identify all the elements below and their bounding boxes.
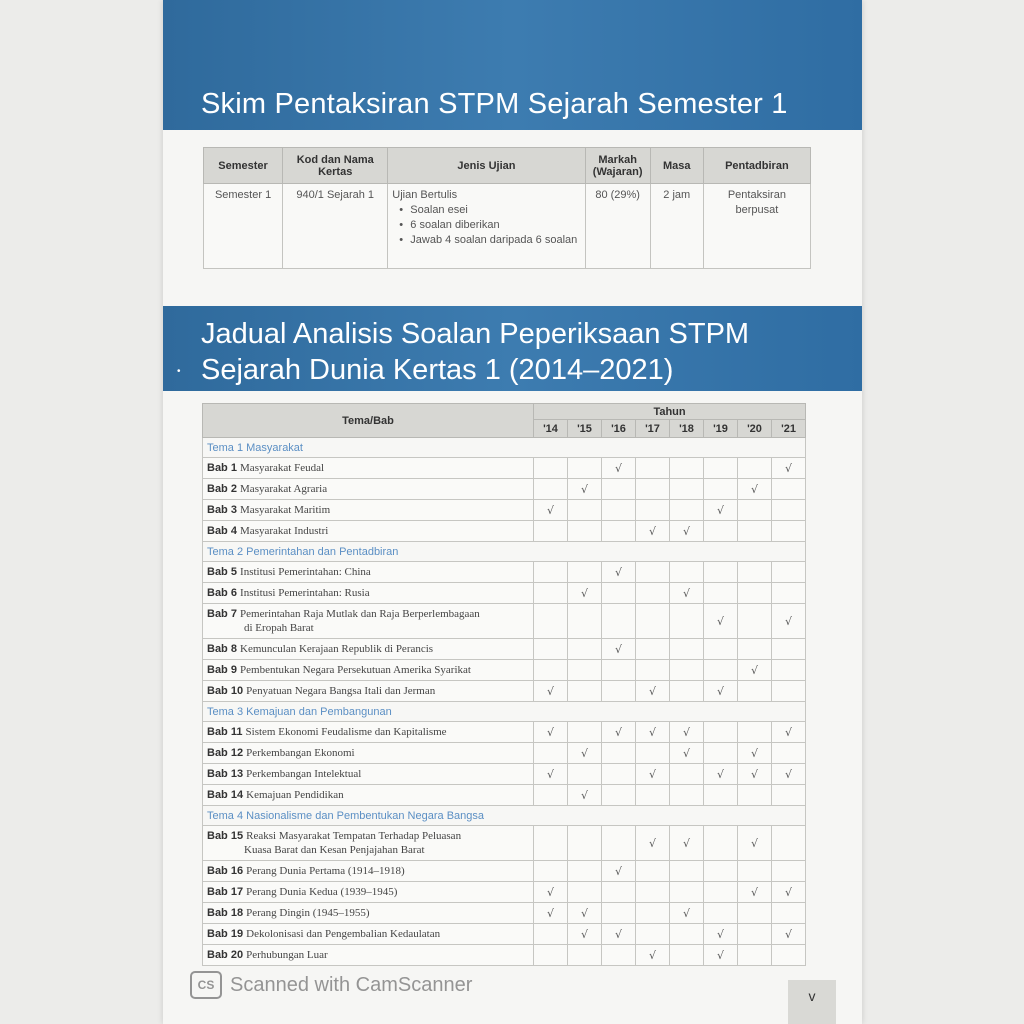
empty-year-cell: [534, 521, 568, 542]
empty-year-cell: [772, 562, 806, 583]
empty-year-cell: [670, 639, 704, 660]
year-header: '18: [670, 420, 704, 438]
bab-title: Pemerintahan Raja Mutlak dan Raja Berperlembagaan: [240, 608, 480, 620]
empty-year-cell: [772, 660, 806, 681]
tick-mark-icon: √: [670, 903, 704, 924]
bab-cell: [203, 660, 534, 681]
header-tahun: Tahun: [534, 404, 806, 420]
empty-year-cell: [636, 882, 670, 903]
tick-mark-icon: √: [772, 764, 806, 785]
empty-year-cell: [636, 660, 670, 681]
tick-mark-icon: √: [534, 722, 568, 743]
tick-mark-icon: √: [568, 903, 602, 924]
section-title-skim: Skim Pentaksiran STPM Sejarah Semester 1: [201, 88, 788, 120]
bab-cell: [203, 583, 534, 604]
bab-title: Reaksi Masyarakat Tempatan Terhadap Peluasan: [246, 830, 462, 842]
tick-mark-icon: √: [704, 945, 738, 966]
empty-year-cell: [670, 882, 704, 903]
bab-number: Bab 15: [207, 830, 244, 842]
tick-mark-icon: √: [738, 882, 772, 903]
title-line-1: Jadual Analisis Soalan Peperiksaan STPM: [201, 318, 750, 350]
year-header: '19: [704, 420, 738, 438]
tema-row: [203, 438, 806, 458]
empty-year-cell: [704, 562, 738, 583]
bab-number: Bab 7: [207, 608, 237, 620]
empty-year-cell: [670, 604, 704, 639]
empty-year-cell: [772, 861, 806, 882]
empty-year-cell: [636, 861, 670, 882]
tick-mark-icon: √: [738, 764, 772, 785]
tick-mark-icon: √: [704, 924, 738, 945]
tick-mark-icon: √: [670, 722, 704, 743]
empty-year-cell: [772, 826, 806, 861]
tick-mark-icon: √: [602, 562, 636, 583]
bab-row: [203, 945, 806, 966]
year-header: '15: [568, 420, 602, 438]
tick-mark-icon: √: [670, 743, 704, 764]
empty-year-cell: [704, 722, 738, 743]
empty-year-cell: [704, 826, 738, 861]
bab-number: Bab 10: [207, 685, 244, 697]
tick-mark-icon: √: [738, 660, 772, 681]
tick-mark-icon: √: [568, 743, 602, 764]
empty-year-cell: [772, 500, 806, 521]
empty-year-cell: [534, 639, 568, 660]
tick-mark-icon: √: [670, 826, 704, 861]
empty-year-cell: [670, 562, 704, 583]
empty-year-cell: [670, 945, 704, 966]
bab-row: [203, 562, 806, 583]
empty-year-cell: [534, 604, 568, 639]
bab-number: Bab 9: [207, 664, 237, 676]
watermark-text: Scanned with CamScanner: [230, 973, 473, 996]
tick-mark-icon: √: [602, 861, 636, 882]
bab-row: [203, 681, 806, 702]
tick-mark-icon: √: [534, 500, 568, 521]
header-semester: Semester: [204, 148, 283, 184]
bab-cell: [203, 924, 534, 945]
bab-cell: [203, 785, 534, 806]
empty-year-cell: [670, 500, 704, 521]
tick-mark-icon: √: [704, 764, 738, 785]
empty-year-cell: [738, 861, 772, 882]
bab-cell: [203, 521, 534, 542]
bab-row: [203, 660, 806, 681]
jenis-item: • Soalan esei: [410, 203, 580, 218]
tema-label: Tema 4 Nasionalisme dan Pembentukan Negara Bangsa: [203, 806, 806, 826]
bab-title: Perkembangan Intelektual: [246, 768, 362, 780]
bab-row: [203, 500, 806, 521]
skim-row: [204, 184, 811, 269]
bab-cell: [203, 500, 534, 521]
tema-row: [203, 702, 806, 722]
empty-year-cell: [636, 562, 670, 583]
analysis-table: [202, 403, 806, 966]
empty-year-cell: [568, 826, 602, 861]
bab-number: Bab 11: [207, 726, 243, 738]
bab-row: [203, 583, 806, 604]
empty-year-cell: [772, 521, 806, 542]
book-page: [163, 0, 862, 1024]
empty-year-cell: [534, 924, 568, 945]
bab-title: Kemajuan Pendidikan: [246, 789, 344, 801]
empty-year-cell: [534, 660, 568, 681]
empty-year-cell: [636, 583, 670, 604]
bab-number: Bab 12: [207, 747, 244, 759]
empty-year-cell: [534, 583, 568, 604]
camscanner-icon: CS: [190, 971, 222, 999]
empty-year-cell: [704, 861, 738, 882]
bullet-dot-icon: •: [177, 366, 181, 377]
bab-cell: [203, 458, 534, 479]
bab-cell: [203, 639, 534, 660]
bab-row: [203, 861, 806, 882]
tick-mark-icon: √: [704, 681, 738, 702]
tema-label: Tema 2 Pemerintahan dan Pentadbiran: [203, 542, 806, 562]
empty-year-cell: [704, 903, 738, 924]
tick-mark-icon: √: [534, 903, 568, 924]
empty-year-cell: [602, 583, 636, 604]
empty-year-cell: [772, 681, 806, 702]
tick-mark-icon: √: [602, 639, 636, 660]
tick-mark-icon: √: [670, 521, 704, 542]
empty-year-cell: [738, 785, 772, 806]
skim-table: [203, 147, 811, 269]
bab-cell: [203, 945, 534, 966]
header-kod: Kod dan Nama Kertas: [283, 148, 388, 184]
bab-row: [203, 903, 806, 924]
bab-title: Institusi Pemerintahan: Rusia: [240, 587, 370, 599]
bab-row: [203, 458, 806, 479]
header-pentadbiran: Pentadbiran: [703, 148, 810, 184]
bab-number: Bab 5: [207, 566, 237, 578]
section-banner-skim: [163, 0, 862, 130]
year-header: '16: [602, 420, 636, 438]
empty-year-cell: [670, 660, 704, 681]
empty-year-cell: [704, 521, 738, 542]
empty-year-cell: [738, 521, 772, 542]
empty-year-cell: [704, 785, 738, 806]
tick-mark-icon: √: [636, 826, 670, 861]
tick-mark-icon: √: [568, 583, 602, 604]
empty-year-cell: [704, 479, 738, 500]
bab-number: Bab 3: [207, 504, 237, 516]
year-header: '21: [772, 420, 806, 438]
tick-mark-icon: √: [670, 583, 704, 604]
empty-year-cell: [670, 458, 704, 479]
analysis-header-row: [203, 404, 806, 420]
tick-mark-icon: √: [568, 785, 602, 806]
bab-row: [203, 882, 806, 903]
bab-title: Pembentukan Negara Persekutuan Amerika Syarikat: [240, 664, 471, 676]
empty-year-cell: [602, 785, 636, 806]
empty-year-cell: [738, 722, 772, 743]
bab-row: [203, 722, 806, 743]
jenis-item: • Jawab 4 soalan daripada 6 soalan: [410, 233, 580, 248]
bab-title-line2: di Eropah Barat: [244, 622, 314, 634]
empty-year-cell: [704, 743, 738, 764]
title-line-2: Sejarah Dunia Kertas 1 (2014–2021): [201, 354, 674, 386]
bab-number: Bab 1: [207, 462, 237, 474]
header-masa: Masa: [650, 148, 703, 184]
jenis-item: • 6 soalan diberikan: [410, 218, 580, 233]
bab-cell: [203, 681, 534, 702]
empty-year-cell: [636, 903, 670, 924]
empty-year-cell: [602, 681, 636, 702]
empty-year-cell: [704, 458, 738, 479]
empty-year-cell: [568, 861, 602, 882]
bab-title: Masyarakat Agraria: [240, 483, 328, 495]
tick-mark-icon: √: [738, 479, 772, 500]
bab-cell: [203, 562, 534, 583]
header-tema-bab: Tema/Bab: [203, 404, 534, 438]
empty-year-cell: [568, 882, 602, 903]
bab-cell: [203, 479, 534, 500]
empty-year-cell: [772, 479, 806, 500]
empty-year-cell: [670, 764, 704, 785]
empty-year-cell: [738, 903, 772, 924]
empty-year-cell: [772, 583, 806, 604]
tick-mark-icon: √: [602, 722, 636, 743]
empty-year-cell: [636, 500, 670, 521]
bab-cell: [203, 861, 534, 882]
empty-year-cell: [534, 785, 568, 806]
empty-year-cell: [738, 639, 772, 660]
empty-year-cell: [534, 826, 568, 861]
empty-year-cell: [602, 882, 636, 903]
tick-mark-icon: √: [602, 924, 636, 945]
empty-year-cell: [602, 764, 636, 785]
bab-title: Kemunculan Kerajaan Republik di Perancis: [240, 643, 434, 655]
jenis-list: [392, 203, 580, 248]
empty-year-cell: [568, 500, 602, 521]
bab-title: Perkembangan Ekonomi: [246, 747, 355, 759]
empty-year-cell: [704, 882, 738, 903]
empty-year-cell: [568, 945, 602, 966]
empty-year-cell: [636, 458, 670, 479]
year-header: '20: [738, 420, 772, 438]
empty-year-cell: [670, 785, 704, 806]
empty-year-cell: [670, 924, 704, 945]
year-header: '17: [636, 420, 670, 438]
empty-year-cell: [534, 479, 568, 500]
bab-row: [203, 785, 806, 806]
tick-mark-icon: √: [772, 722, 806, 743]
bab-number: Bab 4: [207, 525, 237, 537]
tick-mark-icon: √: [636, 764, 670, 785]
camscanner-watermark: [190, 971, 472, 999]
bab-number: Bab 20: [207, 949, 244, 961]
section-title-analisis: [201, 316, 749, 388]
bab-cell: [203, 722, 534, 743]
tick-mark-icon: √: [636, 521, 670, 542]
empty-year-cell: [738, 945, 772, 966]
empty-year-cell: [772, 743, 806, 764]
tema-label: Tema 1 Masyarakat: [203, 438, 806, 458]
empty-year-cell: [568, 681, 602, 702]
bab-number: Bab 18: [207, 907, 244, 919]
bab-title: Penyatuan Negara Bangsa Itali dan Jerman: [246, 685, 436, 697]
cell-kod: 940/1 Sejarah 1: [283, 184, 388, 269]
tick-mark-icon: √: [534, 764, 568, 785]
empty-year-cell: [568, 764, 602, 785]
bab-title: Perang Dunia Pertama (1914–1918): [246, 865, 405, 877]
bab-row: [203, 764, 806, 785]
tick-mark-icon: √: [772, 882, 806, 903]
bab-cell: [203, 743, 534, 764]
cell-markah: 80 (29%): [585, 184, 650, 269]
empty-year-cell: [738, 924, 772, 945]
bab-row: [203, 826, 806, 861]
empty-year-cell: [602, 604, 636, 639]
empty-year-cell: [602, 521, 636, 542]
page-number: v: [788, 980, 836, 1024]
tick-mark-icon: √: [704, 604, 738, 639]
empty-year-cell: [636, 479, 670, 500]
cell-jenis: [388, 184, 585, 269]
bab-number: Bab 17: [207, 886, 244, 898]
empty-year-cell: [602, 826, 636, 861]
empty-year-cell: [568, 722, 602, 743]
empty-year-cell: [772, 785, 806, 806]
bab-title: Masyarakat Industri: [240, 525, 329, 537]
empty-year-cell: [772, 945, 806, 966]
bab-cell: [203, 882, 534, 903]
cell-pentadbiran: Pentaksiran berpusat: [703, 184, 810, 269]
empty-year-cell: [636, 924, 670, 945]
analysis-body: [203, 438, 806, 966]
skim-header-row: [204, 148, 811, 184]
empty-year-cell: [602, 903, 636, 924]
bab-cell: [203, 826, 534, 861]
empty-year-cell: [534, 743, 568, 764]
empty-year-cell: [602, 500, 636, 521]
empty-year-cell: [636, 639, 670, 660]
bab-number: Bab 16: [207, 865, 244, 877]
empty-year-cell: [738, 500, 772, 521]
section-banner-analisis: [163, 306, 862, 391]
tick-mark-icon: √: [704, 500, 738, 521]
tick-mark-icon: √: [568, 924, 602, 945]
bab-cell: [203, 604, 534, 639]
tick-mark-icon: √: [772, 458, 806, 479]
bab-title: Sistem Ekonomi Feudalisme dan Kapitalisme: [245, 726, 447, 738]
bab-title: Institusi Pemerintahan: China: [240, 566, 371, 578]
bab-title: Masyarakat Maritim: [240, 504, 331, 516]
bab-cell: [203, 764, 534, 785]
bab-number: Bab 13: [207, 768, 244, 780]
header-jenis: Jenis Ujian: [388, 148, 585, 184]
tick-mark-icon: √: [534, 882, 568, 903]
bab-title: Perhubungan Luar: [246, 949, 328, 961]
tick-mark-icon: √: [636, 945, 670, 966]
empty-year-cell: [636, 743, 670, 764]
bab-title-line2: Kuasa Barat dan Kesan Penjajahan Barat: [244, 844, 425, 856]
empty-year-cell: [670, 681, 704, 702]
empty-year-cell: [568, 458, 602, 479]
bab-title: Perang Dingin (1945–1955): [246, 907, 370, 919]
bab-number: Bab 14: [207, 789, 244, 801]
bab-row: [203, 924, 806, 945]
empty-year-cell: [534, 562, 568, 583]
tema-row: [203, 542, 806, 562]
cell-semester: Semester 1: [204, 184, 283, 269]
empty-year-cell: [670, 479, 704, 500]
empty-year-cell: [772, 903, 806, 924]
jenis-title: Ujian Bertulis: [392, 189, 458, 201]
bab-number: Bab 2: [207, 483, 237, 495]
empty-year-cell: [636, 604, 670, 639]
empty-year-cell: [568, 562, 602, 583]
tick-mark-icon: √: [534, 681, 568, 702]
bab-number: Bab 8: [207, 643, 237, 655]
year-header: '14: [534, 420, 568, 438]
bab-row: [203, 479, 806, 500]
header-markah: Markah (Wajaran): [585, 148, 650, 184]
empty-year-cell: [534, 945, 568, 966]
bab-cell: [203, 903, 534, 924]
empty-year-cell: [738, 681, 772, 702]
bab-row: [203, 521, 806, 542]
empty-year-cell: [636, 785, 670, 806]
empty-year-cell: [602, 743, 636, 764]
tick-mark-icon: √: [636, 722, 670, 743]
empty-year-cell: [704, 583, 738, 604]
tema-row: [203, 806, 806, 826]
bab-number: Bab 6: [207, 587, 237, 599]
bab-row: [203, 743, 806, 764]
bab-title: Dekolonisasi dan Pengembalian Kedaulatan: [246, 928, 441, 940]
tick-mark-icon: √: [602, 458, 636, 479]
bab-row: [203, 639, 806, 660]
empty-year-cell: [772, 639, 806, 660]
empty-year-cell: [704, 639, 738, 660]
empty-year-cell: [602, 479, 636, 500]
empty-year-cell: [568, 604, 602, 639]
empty-year-cell: [738, 604, 772, 639]
empty-year-cell: [534, 458, 568, 479]
empty-year-cell: [670, 861, 704, 882]
bab-title: Perang Dunia Kedua (1939–1945): [246, 886, 398, 898]
empty-year-cell: [568, 521, 602, 542]
empty-year-cell: [602, 660, 636, 681]
cell-masa: 2 jam: [650, 184, 703, 269]
bab-title: Masyarakat Feudal: [240, 462, 325, 474]
empty-year-cell: [704, 660, 738, 681]
tick-mark-icon: √: [636, 681, 670, 702]
empty-year-cell: [602, 945, 636, 966]
empty-year-cell: [568, 639, 602, 660]
tick-mark-icon: √: [568, 479, 602, 500]
empty-year-cell: [568, 660, 602, 681]
tick-mark-icon: √: [738, 743, 772, 764]
empty-year-cell: [738, 583, 772, 604]
tick-mark-icon: √: [772, 604, 806, 639]
empty-year-cell: [534, 861, 568, 882]
bab-number: Bab 19: [207, 928, 244, 940]
empty-year-cell: [738, 562, 772, 583]
tick-mark-icon: √: [772, 924, 806, 945]
tick-mark-icon: √: [738, 826, 772, 861]
bab-row: [203, 604, 806, 639]
tema-label: Tema 3 Kemajuan dan Pembangunan: [203, 702, 806, 722]
empty-year-cell: [738, 458, 772, 479]
